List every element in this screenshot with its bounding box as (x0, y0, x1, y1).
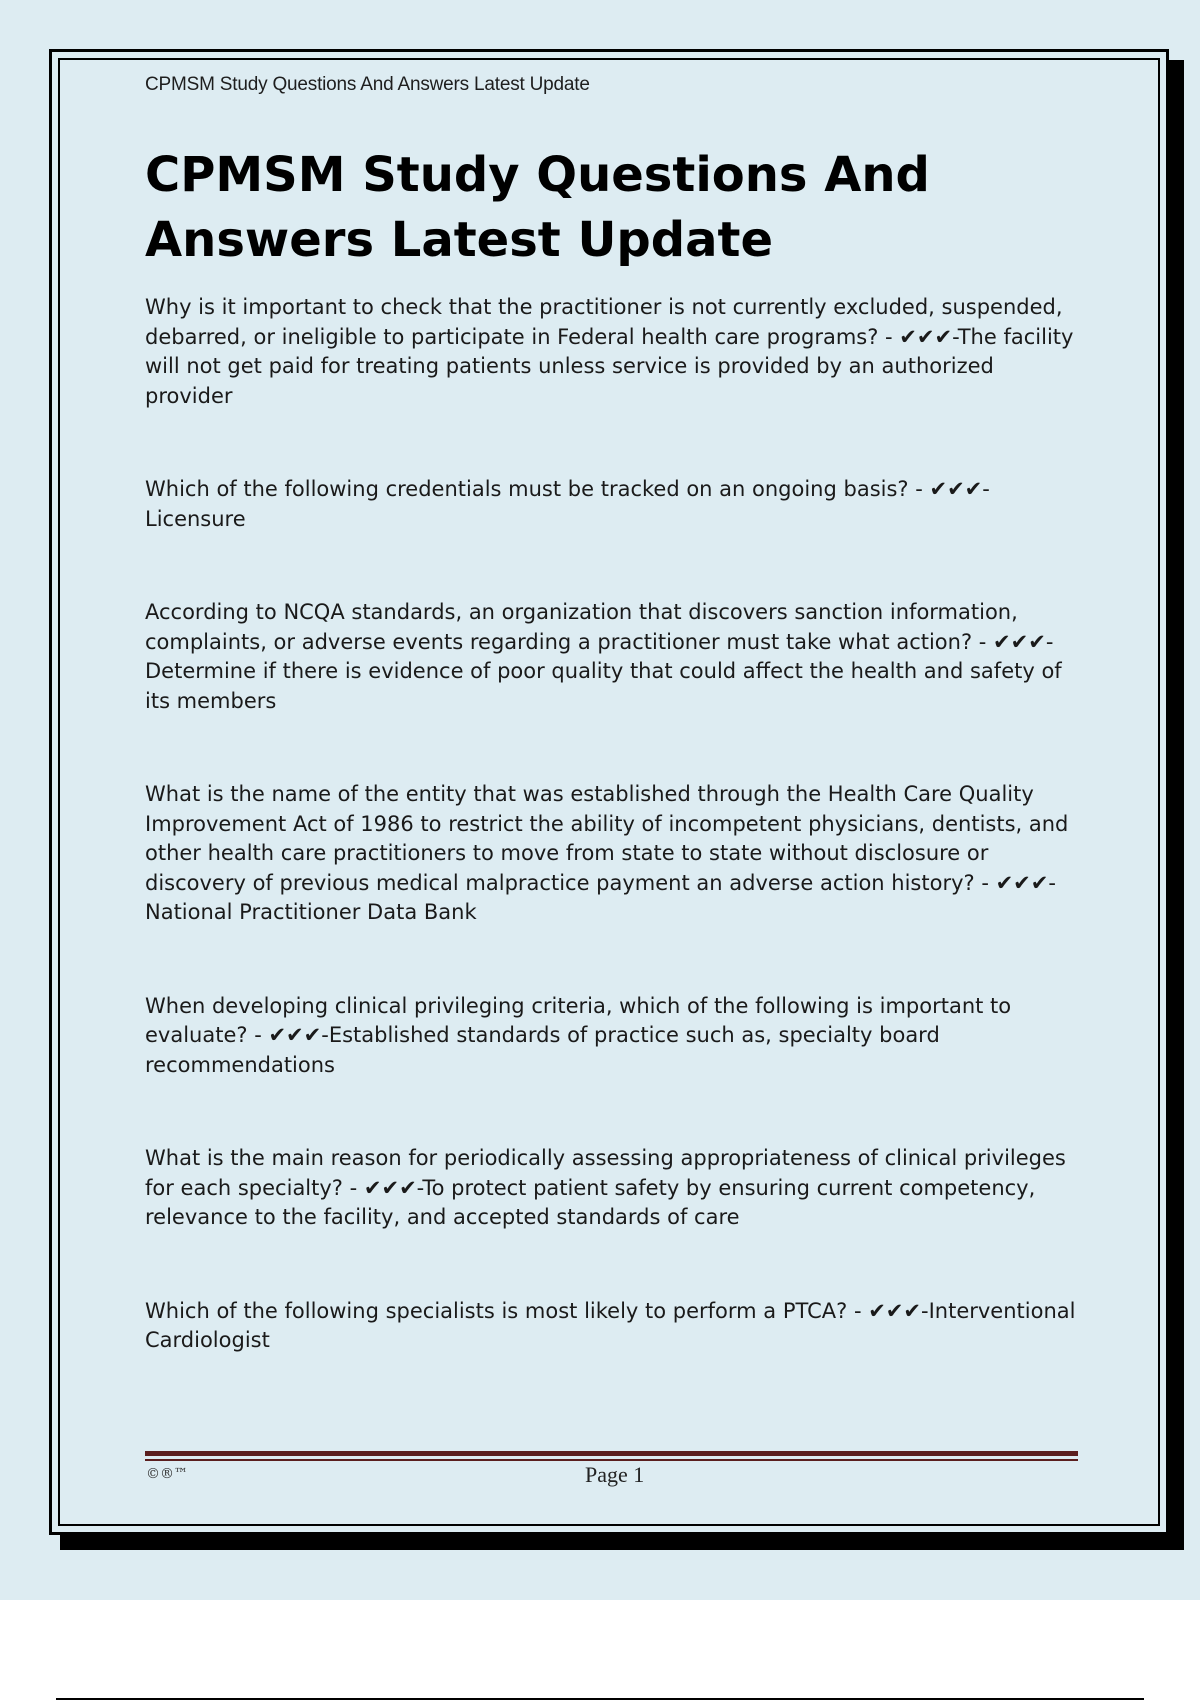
question-text: What is the main reason for periodically assessing appropriateness of clinical privileges for each specialty? (145, 1146, 1066, 1200)
answer-marker: - ✔✔✔- (878, 324, 958, 349)
answer-marker: - ✔✔✔- (908, 477, 990, 501)
qa-item (145, 598, 1080, 716)
qa-list (145, 293, 1080, 1356)
question-text: Why is it important to check that the practitioner is not currently excluded, suspended, debarred, or ineligible to participate in Federal health care programs? (145, 295, 1063, 349)
question-text: According to NCQA standards, an organization that discovers sanction information, complaints, or adverse events regarding a practitioner must take what action? (145, 600, 1018, 654)
answer-text: Interventional Cardiologist (145, 1298, 1076, 1352)
document-title: CPMSM Study Questions And Answers Latest Update (145, 147, 930, 268)
qa-item (145, 293, 1080, 411)
question-text: What is the name of the entity that was established through the Health Care Quality Improvement Act of 1986 to restrict the ability of incompetent physicians, dentists, and other health care practitioners to move from state to state without disclosure or discovery of previous medical malpractice payment an adverse action history? (145, 782, 1069, 895)
answer-marker: - ✔✔✔- (847, 1298, 929, 1323)
qa-item (145, 1144, 1080, 1233)
question-text: Which of the following specialists is most likely to perform a PTCA? (145, 1298, 848, 1323)
qa-item (145, 1297, 1080, 1356)
answer-marker: - ✔✔✔- (974, 870, 1056, 895)
answer-marker: - ✔✔✔- (247, 1023, 329, 1047)
answer-text: To protect patient safety by ensuring current competency, relevance to the facility, and accepted standards of care (145, 1175, 1036, 1229)
answer-text: National Practitioner Data Bank (145, 900, 477, 924)
qa-item (145, 992, 1080, 1081)
answer-text: The facility will not get paid for treating patients unless service is provided by an authorized provider (145, 324, 1074, 408)
answer-text: Determine if there is evidence of poor quality that could affect the health and safety of its members (145, 659, 1062, 713)
qa-item (145, 475, 1080, 534)
answer-text: Established standards of practice such as, specialty board recommendations (145, 1023, 940, 1077)
footer-trademark-symbols: ©®™ (146, 1466, 188, 1482)
question-text: When developing clinical privileging criteria, which of the following is important to evaluate? (145, 993, 1012, 1047)
question-text: Which of the following credentials must be tracked on an ongoing basis? (145, 477, 909, 501)
answer-text: Licensure (145, 506, 246, 531)
footer-rule (145, 1451, 1078, 1456)
answer-marker: - ✔✔✔- (342, 1175, 423, 1200)
running-header: CPMSM Study Questions And Answers Latest Update (145, 74, 590, 95)
qa-item (145, 780, 1080, 928)
page-number: Page 1 (585, 1462, 645, 1487)
footer-rule-thin (145, 1459, 1078, 1461)
answer-marker: - ✔✔✔- (972, 629, 1054, 654)
